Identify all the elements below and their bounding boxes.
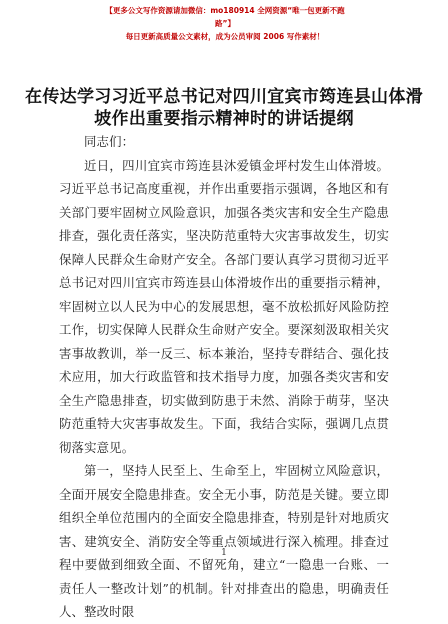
document-title: 在传达学习习近平总书记对四川宜宾市筠连县山体滑坡作出重要指示精神时的讲话提纲 [25,87,423,129]
paragraph-2: 第一，坚持人民至上、生命至上，牢固树立风险意识，全面开展安全隐患排查。安全无小事，防范是关键。要立即组织全单位范围内的全面安全隐患排查，特别是针对地质灾害、建筑安全、消防安全等重点领域进行深入梳理。排查过程中要做到细致全面、不留死角，建立“一隐患一台账、一责任人一整改计划”的机制。针对排查出的隐患，明确责任人、整改时限 [59,463,389,619]
promo-banner-line-2: 每日更新高质量公文素材，成为公员审阅 2006 写作素材！ [125,32,325,41]
page-number: 1 [221,548,227,558]
salutation: 同志们： [84,134,135,149]
promo-banner [100,4,350,43]
paragraph-1: 近日，四川宜宾市筠连县沐爱镇金坪村发生山体滑坡。习近平总书记高度重视，并作出重要指示强调，各地区和有关部门要牢固树立风险意识，加强各类灾害和安全生产隐患排查，强化责任落实，坚决防范重特大灾害事故发生，切实保障人民群众生命财产安全。各部门要认真学习贯彻习近平总书记对四川宜宾市筠连县山体滑坡作出的重要指示精神，牢固树立以人民为中心的发展思想，毫不放松抓好风险防控工作，切实保障人民群众生命财产安全。要深刻汲取相关灾害事故教训，举一反三、标本兼治，坚持专群结合、强化技术应用，加大行政监管和技术指导力度，加强各类灾害和安全生产隐患排查，切实做到防患于未然、消除于萌芽，坚决防范重特大灾害事故发生。下面，我结合实际，强调几点贯彻落实意见。 [59,157,389,455]
promo-banner-line-1: 【更多公文写作资源请加微信：mo180914 全网资源“唯一包更新不跑路”】 [105,6,345,28]
